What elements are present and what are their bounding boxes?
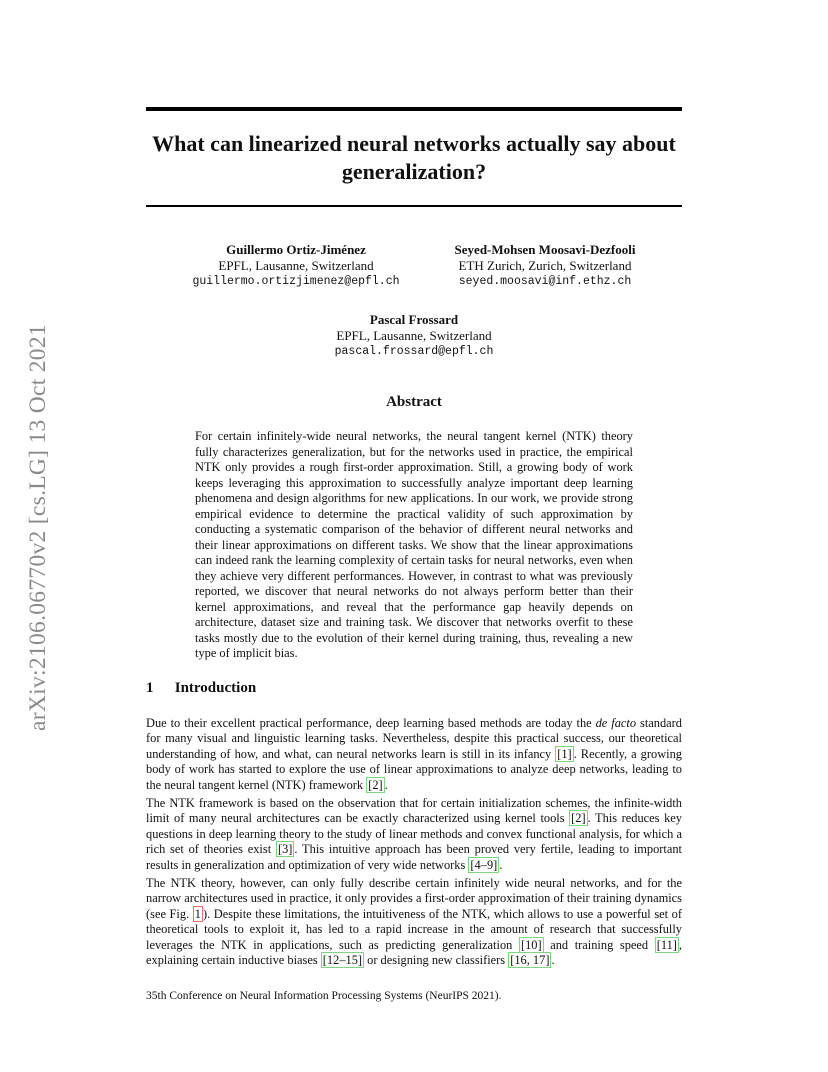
citation-link[interactable]: [2] bbox=[571, 811, 586, 826]
text-run: . bbox=[499, 857, 503, 872]
text-run: , explaining certain inductive biases bbox=[146, 937, 682, 968]
citation-link[interactable]: [3] bbox=[277, 842, 293, 857]
emphasis-text: de facto bbox=[595, 716, 637, 730]
arxiv-identifier-text: arXiv:2106.06770v2 [cs.LG] 13 Oct 2021 bbox=[24, 323, 51, 731]
author-name: Pascal Frossard bbox=[369, 312, 459, 327]
section-heading-introduction bbox=[146, 680, 256, 697]
abstract-text: For certain infinitely-wide neural networks, the neural tangent kernel (NTK) theory fully characterizes generalization, but for the networks used in practice, the empirical NTK only provides a rough first-order approximation. Still, a growing body of work keeps leveraging this approximation to successfully analyze important deep learning phenomena and design algorithms for new applications. In our work, we provide strong empirical evidence to determine the practical validity of such approximation by conducting a systematic comparison of the behavior of different neural networks and their linear approximations on different tasks. We show that the linear approximations can indeed rank the learning complexity of certain tasks for neural networks, even when they achieve very different performances. However, in contrast to what was previously reported, we discover that neural networks do not always perform better than their kernel approximations, and reveal that the performance gap heavily depends on architecture, dataset size and training task. We discover that networks overfit to these tasks mostly due to the evolution of their kernel during training, thus, revealing a new type of implicit bias. bbox=[195, 429, 633, 660]
text-run: standard for many visual and linguistic learning tasks. Nevertheless, despite this practical success, our theoretical understanding of how, and what, can neural networks learn is still in its infancy bbox=[146, 716, 683, 761]
text-run: The NTK framework is based on the observation that for certain initialization schemes, the infinite-width limit of many neural architectures can be exactly characterized using kernel tools bbox=[146, 796, 682, 826]
author-name: Seyed-Mohsen Moosavi-Dezfooli bbox=[454, 242, 636, 257]
paper-title: What can linearized neural networks actually say about generalization? bbox=[152, 131, 676, 184]
title-rule-bottom bbox=[146, 205, 682, 207]
text-run: ). Despite these limitations, the intuitiveness of the NTK, which allows to use a powerful set of theoretical tools to exploit it, has led to a rapid increase in the amount of research that successfully leverages the NTK in applications, such as predicting generalization bbox=[146, 906, 682, 952]
text-run: or designing new classifiers bbox=[364, 953, 509, 968]
text-run: . Recently, a growing body of work has started to explore the use of linear approximations to analyze deep networks, leading to the neural tangent kernel (NTK) framework bbox=[146, 746, 682, 792]
intro-paragraph-3 bbox=[146, 876, 682, 968]
citation-link[interactable]: [4–9] bbox=[470, 857, 498, 872]
figure-reference-link[interactable]: 1 bbox=[194, 906, 201, 921]
intro-paragraph-1 bbox=[146, 716, 682, 793]
author-affiliation: EPFL, Lausanne, Switzerland bbox=[336, 328, 492, 343]
author-block-3 bbox=[314, 312, 514, 360]
citation-link[interactable]: [2] bbox=[368, 777, 383, 792]
arxiv-identifier bbox=[20, 292, 56, 762]
text-run: Due to their excellent practical performance, deep learning based methods are today the bbox=[146, 716, 596, 730]
author-email[interactable]: seyed.moosavi@inf.ethz.ch bbox=[458, 275, 632, 288]
title-rule-top bbox=[146, 107, 682, 111]
section-number: 1 bbox=[146, 680, 154, 696]
text-run: and training speed bbox=[543, 937, 655, 952]
text-run: The NTK theory, however, can only fully describe certain infinitely wide neural networks, and for the narrow architectures used in practice, it only provides a first-order approximation of their training dynamics (see Fig. bbox=[146, 876, 682, 921]
text-run: . This intuitive approach has been proved very fertile, leading to important results in generalization and optimization of very wide networks bbox=[146, 842, 682, 872]
text-run: . bbox=[551, 953, 555, 968]
author-email[interactable]: guillermo.ortizjimenez@epfl.ch bbox=[192, 275, 400, 288]
section-title: Introduction bbox=[174, 680, 257, 696]
citation-link[interactable]: [12–15] bbox=[322, 953, 363, 968]
citation-link[interactable]: [16, 17] bbox=[510, 953, 550, 968]
author-block-2 bbox=[430, 242, 660, 290]
author-block-1 bbox=[186, 242, 406, 290]
author-email[interactable]: pascal.frossard@epfl.ch bbox=[334, 345, 494, 358]
author-name: Guillermo Ortiz-Jiménez bbox=[226, 242, 366, 257]
citation-link[interactable]: [1] bbox=[557, 746, 572, 761]
author-affiliation: EPFL, Lausanne, Switzerland bbox=[218, 258, 374, 273]
citation-link[interactable]: [10] bbox=[520, 937, 542, 952]
citation-link[interactable]: [11] bbox=[656, 937, 677, 952]
intro-paragraph-2 bbox=[146, 796, 682, 873]
abstract-heading: Abstract bbox=[386, 394, 442, 410]
text-run: . This reduces key questions in deep learning theory to the study of linear methods and convex functional analysis, for which a rich set of theories exist bbox=[146, 811, 682, 857]
author-affiliation: ETH Zurich, Zurich, Switzerland bbox=[458, 258, 632, 273]
conference-footnote: 35th Conference on Neural Information Processing Systems (NeurIPS 2021). bbox=[146, 990, 502, 1002]
text-run: . bbox=[384, 777, 388, 792]
